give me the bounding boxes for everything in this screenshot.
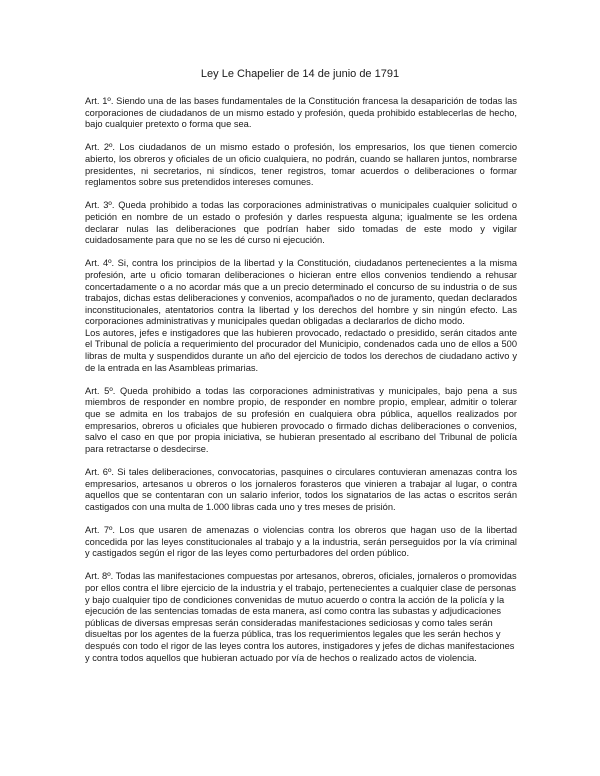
article-3: Art. 3º. Queda prohibido a todas las corporaciones administrativas o municipales cualquier solicitud o petición en nombre de un estado o profesión y darles respuesta alguna; igualmente se les ordena declarar nulas las deliberaciones que podrían haber sido tomadas de este modo y vigilar cuidadosamente para que no se les dé curso ni ejecución. [85,200,517,246]
article-4: Art. 4º. Si, contra los principios de la libertad y la Constitución, ciudadanos pertenecientes a la misma profesión, arte u oficio tomaran deliberaciones o hicieran entre ellos convenios tendiendo a rehusar concertadamente o a no acordar más que a un precio determinado el concurso de su industria o de sus trabajos, dichas estas deliberaciones y convenios, acompañados o no de juramento, quedan declarados inconstitucionales, atentatorios contra la libertad y los derechos del hombre y sin ningún efecto. Las corporaciones administrativas y municipales quedan obligadas a declararlos de dicho modo. [85,258,517,327]
document-body [85,96,517,676]
article-4-sanctions: Los autores, jefes e instigadores que las hubieren provocado, redactado o presidido, serán citados ante el Tribunal de policía a requerimiento del procurador del Municipio, condenados cada uno de ellos a 500 libras de multa y suspendidos durante un año del ejercicio de todos los derechos de ciudadano activo y de la entrada en las Asambleas primarias. [85,327,517,373]
document-title: Ley Le Chapelier de 14 de junio de 1791 [200,68,400,80]
article-5: Art. 5º. Queda prohibido a todas las corporaciones administrativas y municipales, bajo pena a sus miembros de responder en nombre propio, de responder en nombre propio, emplear, admitir o tolerar que se admita en los trabajos de su profesión en cualquiera obra pública, aquellos realizados por empresarios, obreros u oficiales que hubieren provocado o firmado dichas deliberaciones o convenios, salvo el caso en que por propia iniciativa, se hubieran presentado al escribano del Tribunal de policía para retractarse o desdecirse. [85,385,517,454]
article-7: Art. 7º. Los que usaren de amenazas o violencias contra los obreros que hagan uso de la libertad concedida por las leyes constitucionales al trabajo y a la industria, serán perseguidos por la vía criminal y castigados según el rigor de las leyes como perturbadores del orden público. [85,524,517,559]
article-1: Art. 1º. Siendo una de las bases fundamentales de la Constitución francesa la desaparición de todas las corporaciones de ciudadanos de un mismo estado y profesión, queda prohibido establecerlas de hecho, bajo cualquier pretexto o forma que sea. [85,96,517,130]
article-8: Art. 8º. Todas las manifestaciones compuestas por artesanos, obreros, oficiales, jornaleros o promovidas por ellos contra el libre ejercicio de la industria y el trabajo, pertenecientes a cualquier clase de personas y bajo cualquier tipo de condiciones convenidas de mutuo acuerdo o contra la acción de la policía y la ejecución de las sentencias tomadas de esta manera, así como contra las subastas y adjudicaciones públicas de diversas empresas serán consideradas manifestaciones sediciosas y como tales serán disueltas por los agentes de la fuerza pública, tras los requerimientos legales que les serán hechos y después con todo el rigor de las leyes contra los autores, instigadores y jefes de dichas manifestaciones y contra todos aquellos que hubieran actuado por vía de hechos o realizado actos de violencia. [85,571,517,663]
article-2: Art. 2º. Los ciudadanos de un mismo estado o profesión, los empresarios, los que tienen comercio abierto, los obreros y oficiales de un oficio cualquiera, no podrán, cuando se hallaren juntos, nombrarse presidentes, ni secretarios, ni síndicos, tener registros, tomar acuerdos o deliberaciones o formar reglamentos sobre sus pretendidos intereses comunes. [85,142,517,188]
article-6: Art. 6º. Si tales deliberaciones, convocatorias, pasquines o circulares contuvieran amenazas contra los empresarios, artesanos u obreros o los jornaleros forasteros que vinieren a trabajar al lugar, o contra aquellos que se contentaran con un salario inferior, todos los signatarios de las actas o escritos serán castigados con una multa de 1.000 libras cada uno y tres meses de prisión. [85,467,517,512]
